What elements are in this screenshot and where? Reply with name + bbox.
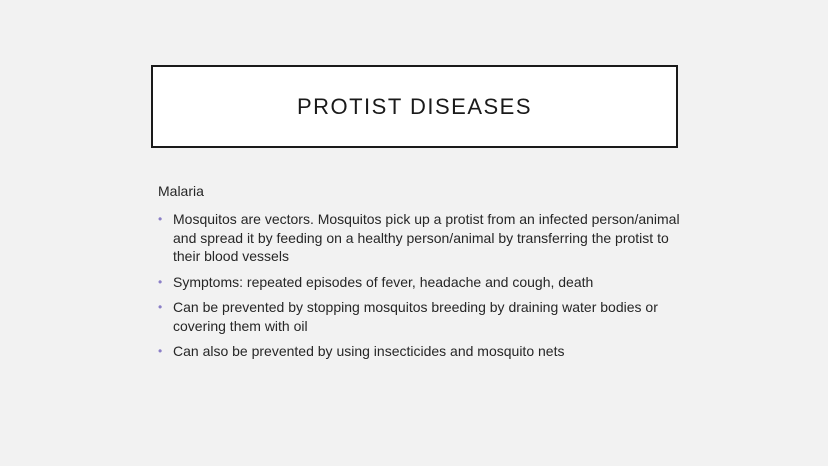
bullet-text: Mosquitos are vectors. Mosquitos pick up a protist from an infected person/animal and spread it by feeding on a healthy person/animal by transferring the protist to their blood vessels (173, 211, 680, 264)
bullet-item (158, 298, 698, 335)
bullet-text: Can also be prevented by using insecticides and mosquito nets (173, 343, 565, 359)
bullet-dot-icon: • (158, 344, 163, 358)
bullet-item (158, 273, 698, 292)
slide-title: PROTIST DISEASES (296, 93, 533, 119)
bullet-item (158, 210, 698, 266)
bullet-text: Symptoms: repeated episodes of fever, headache and cough, death (173, 273, 594, 290)
subheading: Malaria (158, 183, 204, 199)
slide-content (158, 182, 698, 368)
bullet-dot-icon: • (158, 300, 163, 314)
bullet-dot-icon: • (158, 212, 163, 226)
title-box (151, 65, 678, 148)
bullet-text: Can be prevented by stopping mosquitos breeding by draining water bodies or covering them with oil (173, 299, 658, 334)
bullet-dot-icon: • (158, 274, 163, 289)
bullet-list (158, 210, 698, 361)
bullet-item (158, 342, 698, 361)
